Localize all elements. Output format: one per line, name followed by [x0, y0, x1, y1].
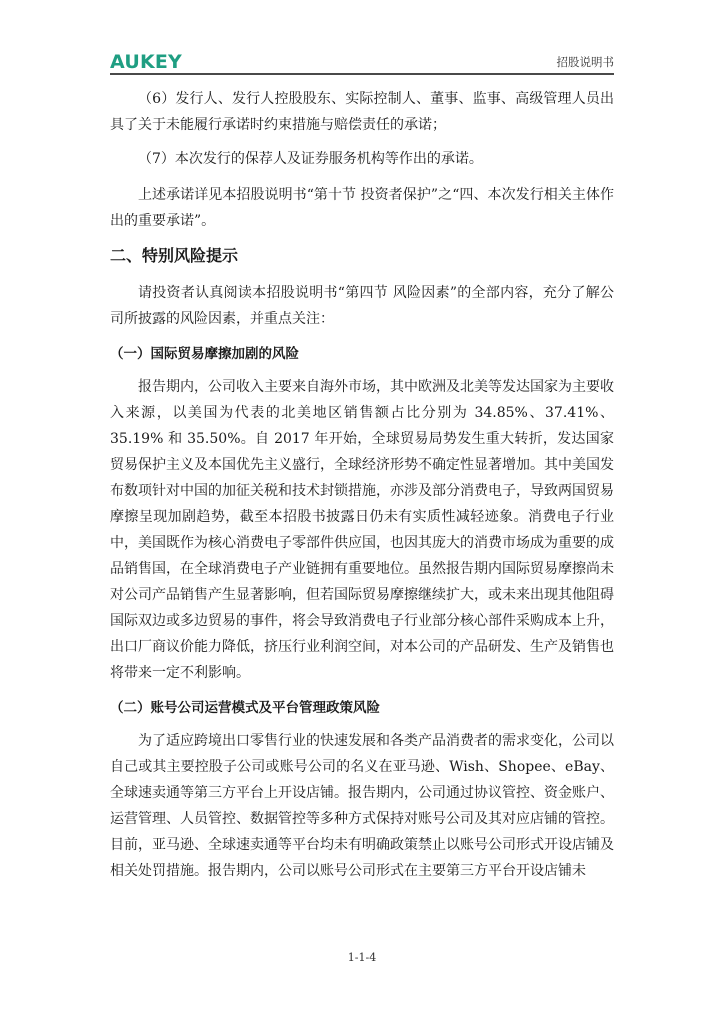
commitment-reference: 上述承诺详见本招股说明书“第十节 投资者保护”之“四、本次发行相关主体作出的重要承诺”。	[110, 187, 614, 229]
document-title: 招股说明书	[556, 55, 614, 69]
risk-intro: 请投资者认真阅读本招股说明书“第四节 风险因素”的全部内容，充分了解公司所披露的风险因素，并重点关注：	[110, 285, 614, 327]
risk-1-body: 报告期内，公司收入主要来自海外市场，其中欧洲及北美等发达国家为主要收入来源，以美国为代表的北美地区销售额占比分别为 34.85%、37.41%、35.19% 和 35.50%。自 2017 年开始，全球贸易局势发生重大转折，发达国家贸易保护主义及本国优先主义盛行，全球经济形势不确定性显著增加。其中美国发布数项针对中国的加征关税和技术封锁措施，亦涉及部分消费电子，导致两国贸易摩擦呈现加剧趋势，截至本招股书披露日仍未有实质性减轻迹象。消费电子行业中，美国既作为核心消费电子零部件供应国，也因其庞大的消费市场成为重要的成品销售国，在全球消费电子产业链拥有重要地位。虽然报告期内国际贸易摩擦尚未对公司产品销售产生显著影响，但若国际贸易摩擦继续扩大，或未来出现其他阻碍国际双边或多边贸易的事件，将会导致消费电子行业部分核心部件采购成本上升，出口厂商议价能力降低，挤压行业利润空间，对本公司的产品研发、生产及销售也将带来一定不利影响。	[110, 379, 614, 681]
risk-1-heading: （一）国际贸易摩擦加剧的风险	[110, 346, 299, 362]
risk-2-body: 为了适应跨境出口零售行业的快速发展和各类产品消费者的需求变化，公司以自己或其主要控股子公司或账号公司的名义在亚马逊、Wish、Shopee、eBay、全球速卖通等第三方平台上开设店铺。报告期内，公司通过协议管控、资金账户、运营管理、人员管控、数据管控等多种方式保持对账号公司及其对应店铺的管控。目前，亚马逊、全球速卖通等平台均未有明确政策禁止以账号公司形式开设店铺及相关处罚措施。报告期内，公司以账号公司形式在主要第三方平台开设店铺未	[110, 733, 614, 879]
page-content	[110, 86, 614, 894]
header-divider	[110, 73, 614, 75]
risk-2-heading: （二）账号公司运营模式及平台管理政策风险	[110, 700, 380, 716]
commitment-item-6: （6）发行人、发行人控股股东、实际控制人、董事、监事、高级管理人员出具了关于未能履行承诺时约束措施与赔偿责任的承诺；	[110, 91, 614, 133]
section-heading: 二、特别风险提示	[110, 246, 239, 265]
commitment-item-7: （7）本次发行的保荐人及证券服务机构等作出的承诺。	[138, 151, 483, 167]
page-number: 1-1-4	[347, 951, 377, 964]
company-logo: AUKEY	[110, 51, 183, 73]
